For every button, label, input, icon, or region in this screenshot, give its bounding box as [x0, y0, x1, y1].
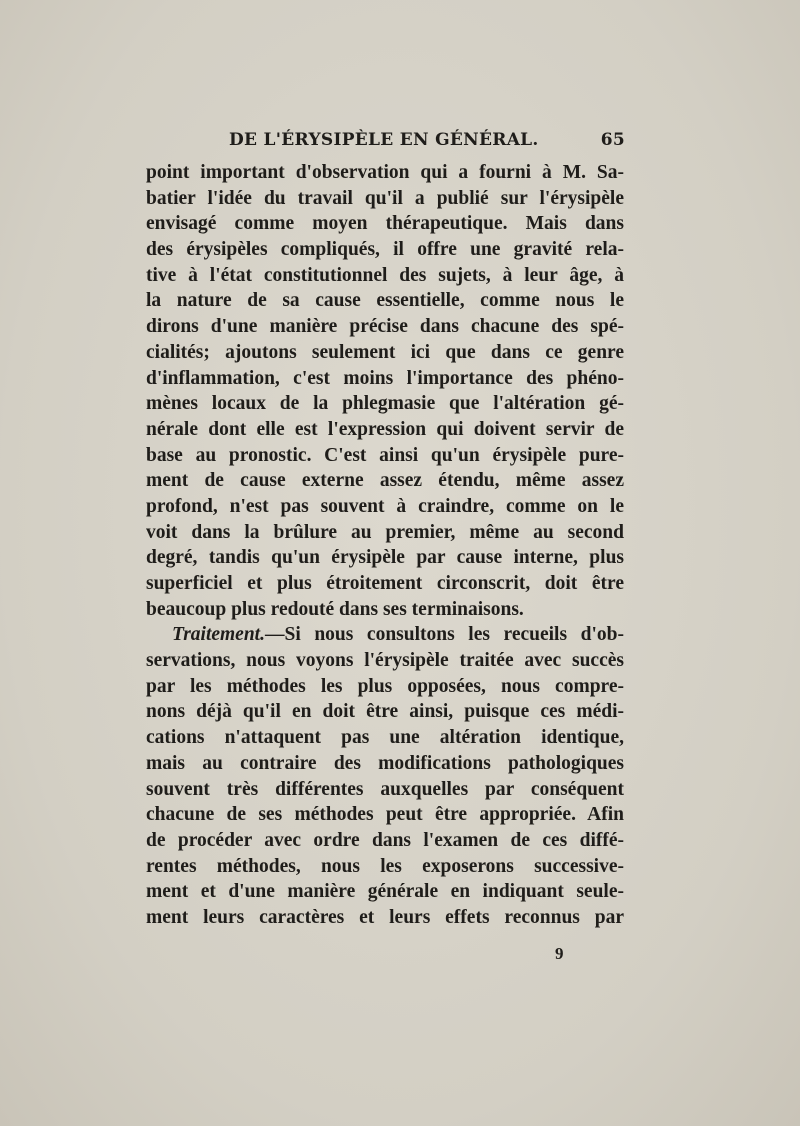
text-line: dirons d'une manière précise dans chacune des spé- [146, 316, 624, 338]
text-line: par les méthodes les plus opposées, nous compre- [146, 675, 624, 697]
text-line: ment et d'une manière générale en indiquant seule- [146, 881, 624, 903]
text-line: chacune de ses méthodes peut être appropriée. Afin [146, 804, 624, 826]
paragraph-prognosis [146, 160, 624, 622]
text-line: ment de cause externe assez étendu, même assez [146, 470, 624, 492]
text-line: degré, tandis qu'un érysipèle par cause interne, plus [146, 547, 624, 569]
text-line: rentes méthodes, nous les exposerons successive- [146, 855, 624, 877]
page-number: 65 [600, 130, 625, 150]
text-line: d'inflammation, c'est moins l'importance des phéno- [146, 367, 624, 389]
text-line: cations n'attaquent pas une altération identique, [146, 727, 624, 749]
text-line: cialités; ajoutons seulement ici que dans ce genre [146, 341, 624, 363]
text-line: souvent très différentes auxquelles par conséquent [146, 778, 624, 800]
running-title: DE L'ÉRYSIPÈLE EN GÉNÉRAL. [229, 130, 539, 150]
body-text [146, 160, 624, 931]
text-line: nérale dont elle est l'expression qui doivent servir de [146, 418, 624, 440]
text-line: base au pronostic. C'est ainsi qu'un érysipèle pure- [146, 444, 624, 466]
running-head [229, 130, 625, 150]
text-line: nons déjà qu'il en doit être ainsi, puisque ces médi- [146, 701, 624, 723]
text-line: profond, n'est pas souvent à craindre, comme on le [146, 495, 624, 517]
text-fragment: —Si nous consultons les recueils d'ob- [264, 624, 624, 646]
text-line: servations, nous voyons l'érysipèle traitée avec succès [146, 650, 624, 672]
text-line: beaucoup plus redouté dans ses terminaisons. [146, 598, 524, 620]
text-line: ment leurs caractères et leurs effets reconnus par [146, 906, 624, 928]
paragraph-treatment [146, 622, 624, 930]
text-line [146, 622, 624, 648]
text-line: de procéder avec ordre dans l'examen de ces diffé- [146, 829, 624, 851]
section-heading-traitement: Traitement. [172, 624, 265, 646]
text-line: tive à l'état constitutionnel des sujets, à leur âge, à [146, 264, 624, 286]
text-line: mais au contraire des modifications pathologiques [146, 752, 624, 774]
text-line: des érysipèles compliqués, il offre une gravité rela- [146, 239, 624, 261]
text-line: mènes locaux de la phlegmasie que l'altération gé- [146, 393, 624, 415]
text-line: batier l'idée du travail qu'il a publié sur l'érysipèle [146, 187, 624, 209]
signature-mark: 9 [555, 944, 564, 963]
text-line: superficiel et plus étroitement circonscrit, doit être [146, 573, 624, 594]
text-line: envisagé comme moyen thérapeutique. Mais dans [146, 213, 624, 235]
text-line: la nature de sa cause essentielle, comme nous le [146, 290, 624, 312]
text-line: point important d'observation qui a fourni à M. Sa- [146, 162, 624, 183]
text-line: voit dans la brûlure au premier, même au second [146, 521, 624, 543]
